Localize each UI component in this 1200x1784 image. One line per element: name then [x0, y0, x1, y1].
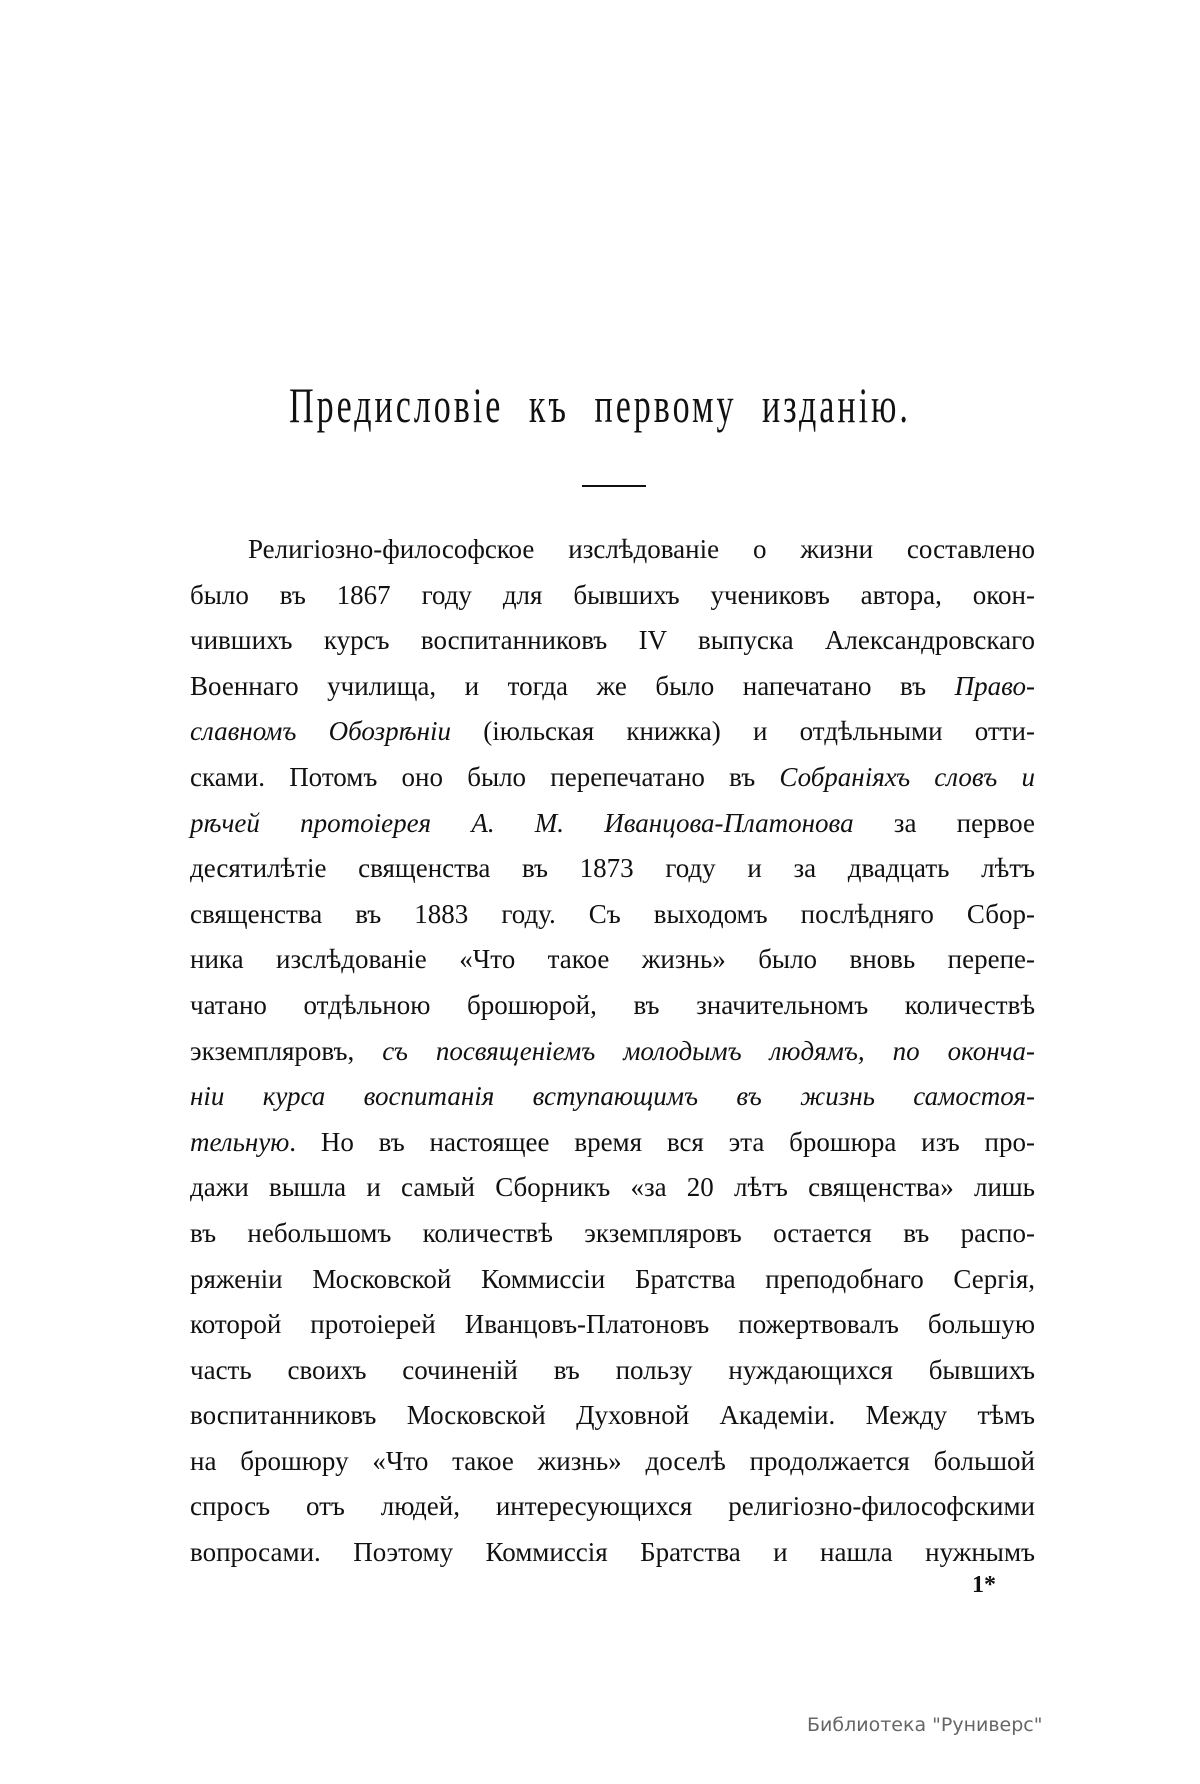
text-segment: на брошюру «Что такое жизнь» доселѣ продолжается большой: [190, 1445, 1035, 1476]
text-line: [190, 709, 1035, 755]
text-segment: въ небольшомъ количествѣ экземпляровъ остается въ распо-: [190, 1217, 1035, 1248]
page-title: Предисловіе къ первому изданію.: [289, 380, 911, 434]
text-segment: вопросами. Поэтому Коммиссія Братства и нашла нужнымъ: [190, 1537, 1035, 1568]
italic-text: рѣчей протоіерея А. М. Иванцова-Платонова: [190, 807, 854, 838]
italic-text: Собраніяхъ словъ и: [779, 761, 1035, 792]
italic-text: тельную: [190, 1126, 290, 1157]
text-line: [190, 937, 1035, 983]
text-line: [190, 618, 1035, 664]
text-segment: дажи вышла и самый Сборникъ «за 20 лѣтъ священства» лишь: [190, 1172, 1035, 1203]
text-line: [190, 755, 1035, 801]
text-line: [190, 983, 1035, 1029]
text-line: [190, 573, 1035, 619]
text-line: [190, 1393, 1035, 1439]
text-segment: которой протоіерей Иванцовъ-Платоновъ пожертвовалъ большую: [190, 1309, 1035, 1340]
text-line: [190, 527, 1035, 573]
text-line: [190, 1302, 1035, 1348]
text-line: [190, 1439, 1035, 1485]
text-line: [190, 801, 1035, 847]
text-segment: спросъ отъ людей, интересующихся религіозно-философскими: [190, 1491, 1035, 1522]
page-signature: 1*: [972, 1572, 996, 1598]
text-segment: часть своихъ сочиненій въ пользу нуждающихся бывшихъ: [190, 1354, 1035, 1385]
text-line: [190, 1530, 1035, 1576]
text-segment: чатано отдѣльною брошюрой, въ значительномъ количествѣ: [190, 989, 1035, 1020]
text-line: [190, 1165, 1035, 1211]
text-line: [190, 1348, 1035, 1394]
text-line: [190, 664, 1035, 710]
text-segment: экземпляровъ,: [190, 1035, 383, 1066]
text-line: [190, 1120, 1035, 1166]
text-line: [190, 892, 1035, 938]
library-watermark: Библиотека "Руниверс": [807, 1714, 1043, 1736]
text-segment: . Но въ настоящее время вся эта брошюра изъ про-: [289, 1126, 1035, 1157]
text-segment: священства въ 1883 году. Съ выходомъ послѣдняго Сбор-: [190, 898, 1035, 929]
text-line: [190, 1029, 1035, 1075]
text-line: [190, 1484, 1035, 1530]
text-segment: Религіозно-философское изслѣдованіе о жизни составлено: [248, 534, 1035, 564]
text-line: [190, 1257, 1035, 1303]
text-segment: Военнаго училища, и тогда же было напечатано въ: [190, 670, 955, 701]
text-segment: за первое: [853, 807, 1035, 838]
text-line: [190, 846, 1035, 892]
text-segment: сками. Потомъ оно было перепечатано въ: [190, 761, 780, 792]
text-segment: было въ 1867 году для бывшихъ учениковъ автора, окон-: [190, 579, 1035, 610]
italic-text: ніи курса воспитанія вступающимъ въ жизнь самостоя-: [190, 1081, 1035, 1112]
italic-text: славномъ Обозрѣніи: [190, 716, 451, 747]
body-text: [190, 527, 1035, 1576]
text-segment: десятилѣтіе священства въ 1873 году и за двадцать лѣтъ: [190, 853, 1035, 884]
text-segment: чившихъ курсъ воспитанниковъ IV выпуска Александровскаго: [190, 625, 1035, 656]
title-divider: [582, 485, 646, 487]
text-segment: ника изслѣдованіе «Что такое жизнь» было вновь перепе-: [190, 944, 1035, 975]
italic-text: съ посвященіемъ молодымъ людямъ, по оконча-: [382, 1035, 1035, 1066]
text-segment: (іюльская книжка) и отдѣльными отти-: [450, 716, 1035, 747]
italic-text: Право-: [954, 670, 1035, 701]
text-segment: ряженіи Московской Коммиссіи Братства преподобнаго Сергія,: [190, 1263, 1035, 1294]
text-segment: воспитанниковъ Московской Духовной Академіи. Между тѣмъ: [190, 1400, 1035, 1431]
text-line: [190, 1211, 1035, 1257]
text-line: [190, 1074, 1035, 1120]
